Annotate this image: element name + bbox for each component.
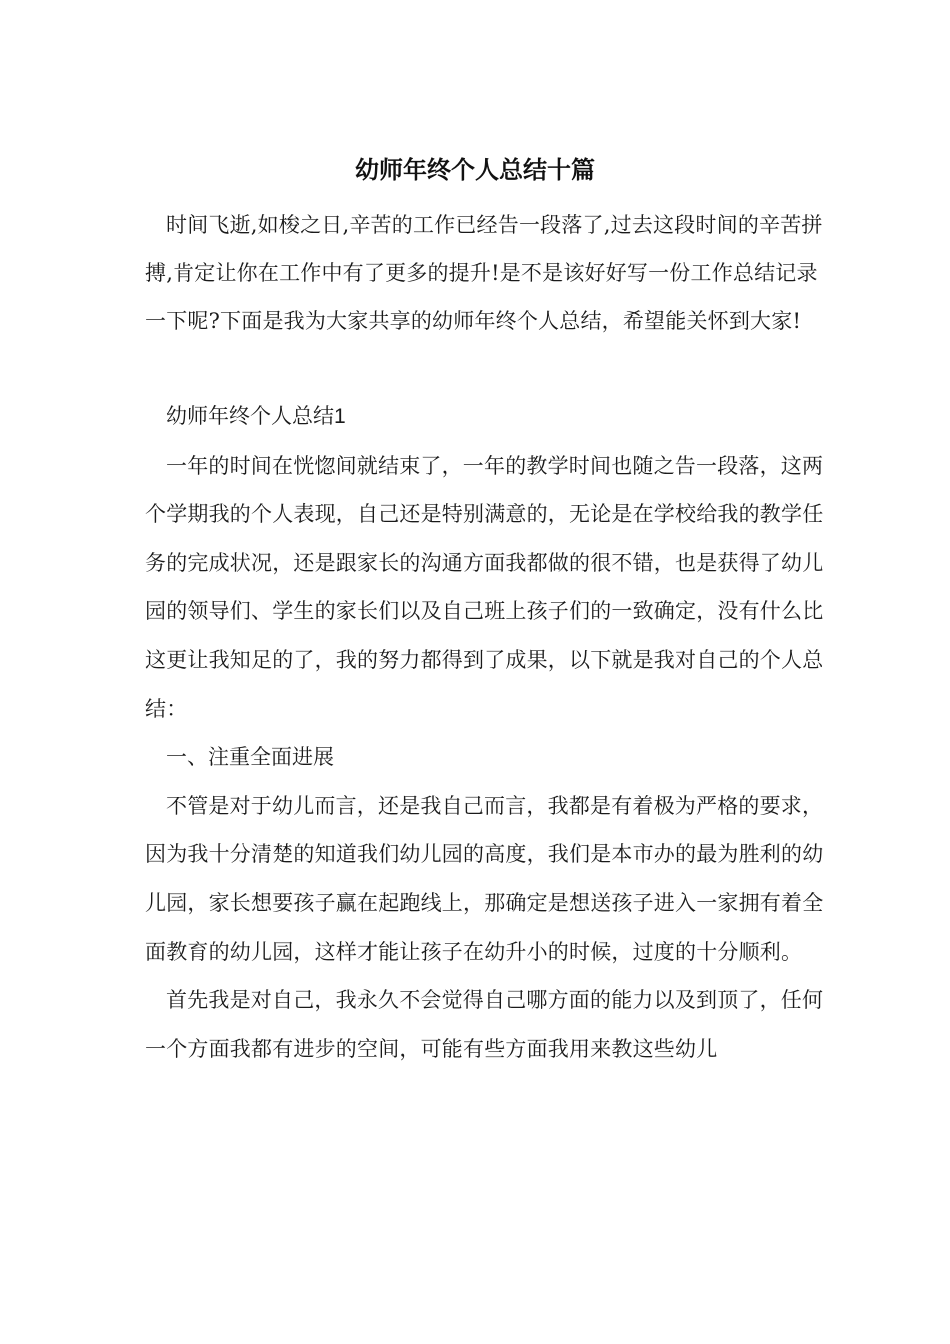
- section-heading-text: 幼师年终个人总结: [166, 404, 334, 428]
- section-paragraph-3: 首先我是对自己，我永久不会觉得自己哪方面的能力以及到顶了，任何一个方面我都有进步的空间，可能有些方面我用来教这些幼儿: [145, 988, 824, 1061]
- intro-paragraph: 时间飞逝,如梭之日,辛苦的工作已经告一段落了,过去这段时间的辛苦拼搏,肯定让你在工作中有了更多的提升!是不是该好好写一份工作总结记录一下呢?下面是我为大家共享的幼师年终个人总结，希望能关怀到大家!: [145, 213, 823, 333]
- document-body: [145, 201, 835, 1073]
- subheading: 一、注重全面进展: [166, 745, 334, 770]
- section-paragraph-1: 一年的时间在恍惚间就结束了，一年的教学时间也随之告一段落，这两个学期我的个人表现，自己还是特别满意的，无论是在学校给我的教学任务的完成状况，还是跟家长的沟通方面我都做的很不错，也是获得了幼儿园的领导们、学生的家长们以及自己班上孩子们的一致确定，没有什么比这更让我知足的了，我的努力都得到了成果，以下就是我对自己的个人总结：: [145, 453, 824, 721]
- document-title: 幼师年终个人总结十篇: [355, 156, 595, 184]
- section-paragraph-2: 不管是对于幼儿而言，还是我自己而言，我都是有着极为严格的要求，因为我十分清楚的知道我们幼儿园的高度，我们是本市办的最为胜利的幼儿园，家长想要孩子赢在起跑线上，那确定是想送孩子进入一家拥有着全面教育的幼儿园，这样才能让孩子在幼升小的时候，过度的十分顺利。: [145, 793, 824, 964]
- section-heading-number: 1: [334, 405, 346, 428]
- blank-line: [145, 345, 835, 392]
- section-heading: [145, 392, 835, 442]
